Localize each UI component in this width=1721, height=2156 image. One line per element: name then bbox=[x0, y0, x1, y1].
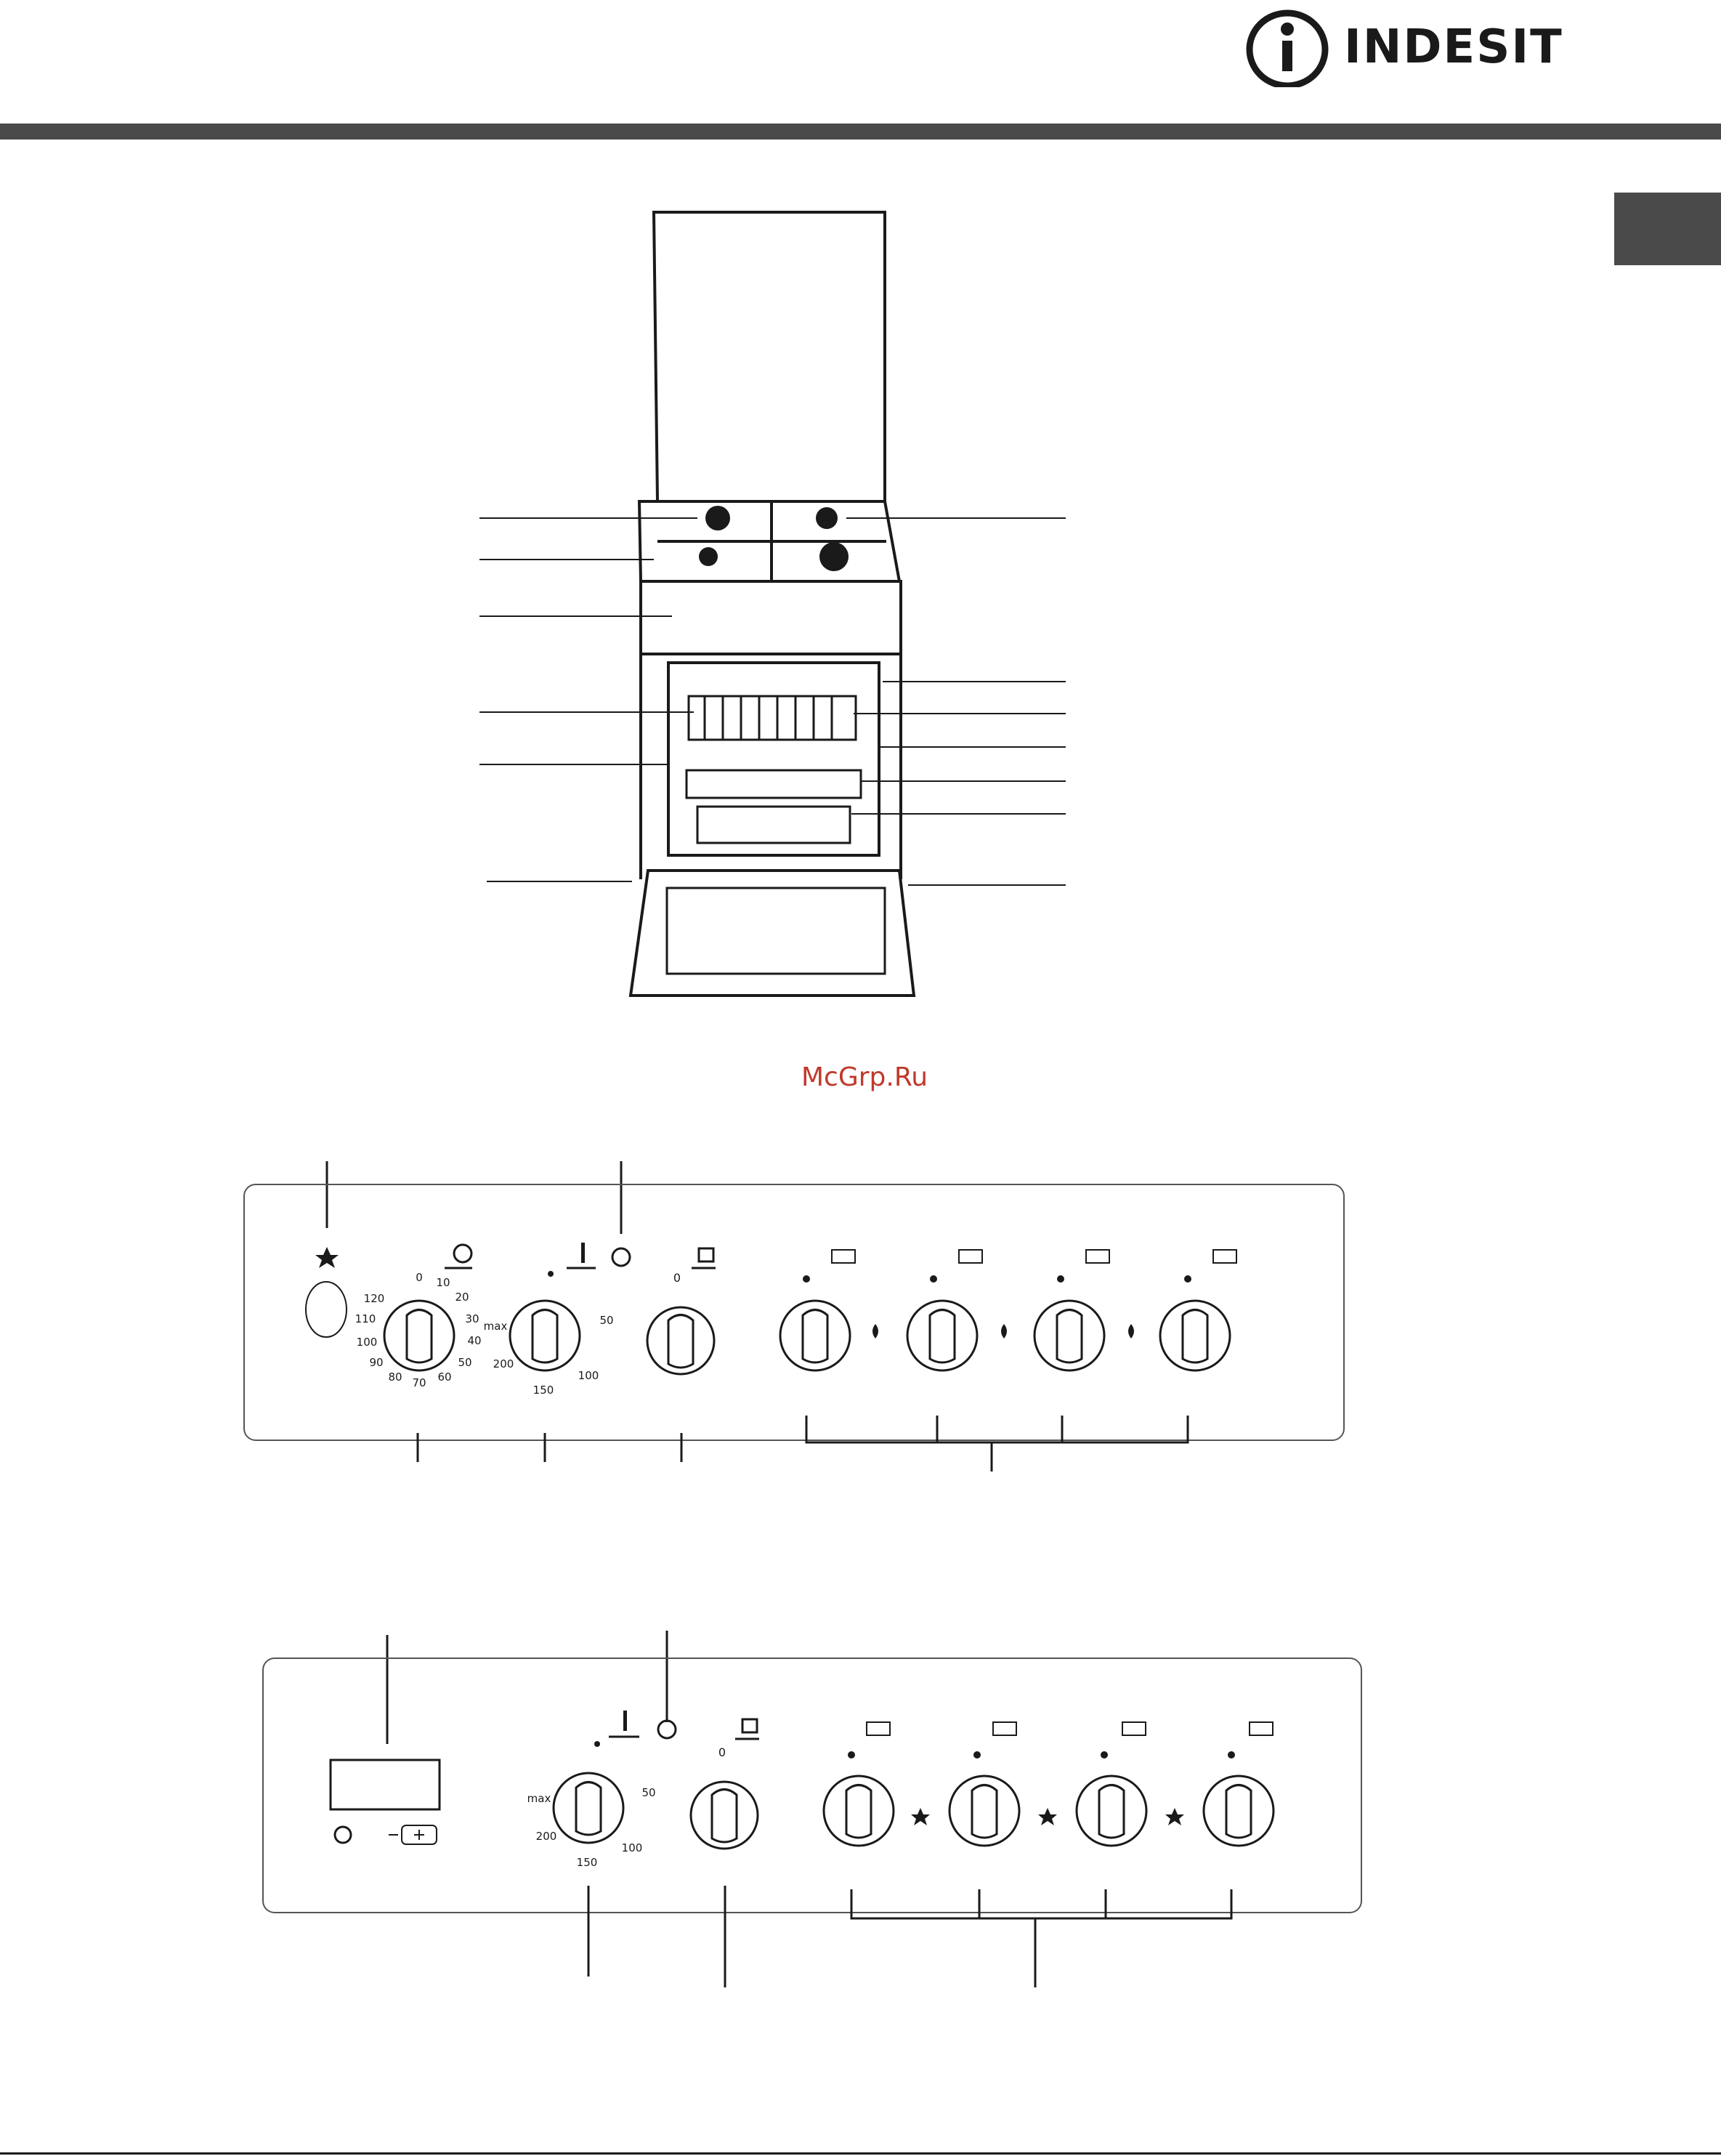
timer-tick: 50 bbox=[458, 1356, 472, 1369]
burner-knob-2[interactable] bbox=[907, 1250, 1007, 1370]
burner-bracket bbox=[806, 1416, 1188, 1471]
control-panel-b bbox=[0, 1620, 1721, 1998]
thermostat-indicator-light bbox=[658, 1721, 676, 1738]
thermo-tick: 150 bbox=[533, 1384, 554, 1397]
control-panel-a bbox=[0, 1148, 1721, 1490]
timer-tick: 120 bbox=[363, 1292, 385, 1305]
burner-rear-left bbox=[705, 506, 730, 530]
burner-position-icon bbox=[1250, 1722, 1273, 1735]
thermo-tick: 200 bbox=[535, 1830, 557, 1843]
watermark-text: McGrp.Ru bbox=[801, 1062, 928, 1092]
burner-knob-3[interactable] bbox=[1034, 1250, 1134, 1370]
thermo-tick: 50 bbox=[641, 1786, 656, 1799]
thermo-tick: 100 bbox=[578, 1369, 599, 1382]
burner-knobs-hob bbox=[699, 506, 849, 571]
thermo-tick: max bbox=[527, 1792, 551, 1805]
thermostat-icon bbox=[623, 1711, 627, 1731]
burner-position-icon bbox=[867, 1722, 890, 1735]
timer-tick: 70 bbox=[412, 1376, 426, 1389]
timer-tick: 80 bbox=[388, 1370, 402, 1384]
drip-tray bbox=[687, 770, 861, 798]
ignition-button[interactable] bbox=[306, 1247, 347, 1337]
cooker-lid bbox=[654, 212, 885, 501]
oven-cavity bbox=[668, 663, 879, 855]
burner-knob-2[interactable] bbox=[949, 1722, 1057, 1846]
timer-clock-icon bbox=[454, 1245, 471, 1262]
cooker-body bbox=[641, 654, 901, 879]
spark-ignition-icon bbox=[1165, 1808, 1184, 1825]
burner-bracket bbox=[851, 1889, 1231, 1987]
thermo-tick: 50 bbox=[599, 1314, 614, 1327]
selector-zero: 0 bbox=[718, 1745, 726, 1759]
brand-wordmark: INDESIT bbox=[1344, 20, 1563, 74]
cooker-illustration bbox=[0, 0, 1721, 1054]
burner-knob-4[interactable] bbox=[1160, 1250, 1236, 1370]
burner-position-icon bbox=[832, 1250, 855, 1263]
timer-tick: 30 bbox=[465, 1312, 479, 1325]
burner-position-icon bbox=[1122, 1722, 1146, 1735]
oven-selector-knob[interactable] bbox=[691, 1719, 759, 1849]
burner-flame-icon bbox=[1128, 1324, 1134, 1339]
thermo-tick: max bbox=[483, 1320, 508, 1333]
burner-flame-icon bbox=[1001, 1324, 1007, 1339]
timer-tick: 20 bbox=[455, 1291, 469, 1304]
burner-knob-3[interactable] bbox=[1077, 1722, 1184, 1846]
burner-position-icon bbox=[1213, 1250, 1236, 1263]
burner-front-right bbox=[819, 542, 849, 571]
timer-tick: 100 bbox=[356, 1336, 378, 1349]
timer-adjust-buttons[interactable] bbox=[389, 1825, 437, 1844]
spark-ignition-icon bbox=[1038, 1808, 1057, 1825]
burner-flame-icon bbox=[872, 1324, 878, 1339]
oven-floor bbox=[697, 807, 850, 843]
thermostat-knob[interactable] bbox=[554, 1711, 676, 1843]
thermostat-icon bbox=[581, 1243, 585, 1263]
oven-selector-knob[interactable] bbox=[647, 1248, 716, 1374]
timer-tick: 110 bbox=[355, 1312, 376, 1325]
timer-clock-icon bbox=[335, 1827, 351, 1843]
burner-position-icon bbox=[993, 1722, 1016, 1735]
burner-knob-4[interactable] bbox=[1204, 1722, 1273, 1846]
burner-position-icon bbox=[1086, 1250, 1109, 1263]
thermo-tick: 100 bbox=[621, 1841, 643, 1854]
burner-knob-1[interactable] bbox=[780, 1250, 878, 1370]
thermostat-indicator-light bbox=[612, 1248, 630, 1266]
burner-knob-1[interactable] bbox=[824, 1722, 930, 1846]
control-panel-strip bbox=[641, 581, 901, 654]
oven-light-icon bbox=[742, 1719, 757, 1732]
spark-ignition-icon bbox=[315, 1247, 339, 1268]
burner-rear-right bbox=[816, 507, 838, 529]
timer-tick: 60 bbox=[437, 1370, 452, 1384]
panel-b-outline bbox=[263, 1658, 1361, 1913]
selector-zero: 0 bbox=[673, 1271, 681, 1285]
spark-ignition-icon bbox=[911, 1808, 930, 1825]
thermo-tick: 200 bbox=[493, 1357, 514, 1370]
timer-tick: 0 bbox=[416, 1271, 423, 1284]
timer-tick: 10 bbox=[436, 1276, 450, 1289]
thermostat-knob[interactable] bbox=[510, 1243, 630, 1370]
display-window bbox=[331, 1760, 440, 1809]
timer-tick: 40 bbox=[467, 1334, 482, 1347]
timer-tick: 90 bbox=[369, 1356, 384, 1369]
footer-rule bbox=[0, 2152, 1721, 2155]
oven-door bbox=[631, 871, 914, 996]
oven-light-icon bbox=[699, 1248, 713, 1261]
burner-front-left bbox=[699, 547, 718, 566]
oven-rack bbox=[689, 696, 856, 740]
timer-display bbox=[331, 1760, 440, 1843]
timer-knob[interactable] bbox=[384, 1245, 472, 1370]
thermo-tick: 150 bbox=[576, 1856, 598, 1869]
burner-position-icon bbox=[959, 1250, 982, 1263]
